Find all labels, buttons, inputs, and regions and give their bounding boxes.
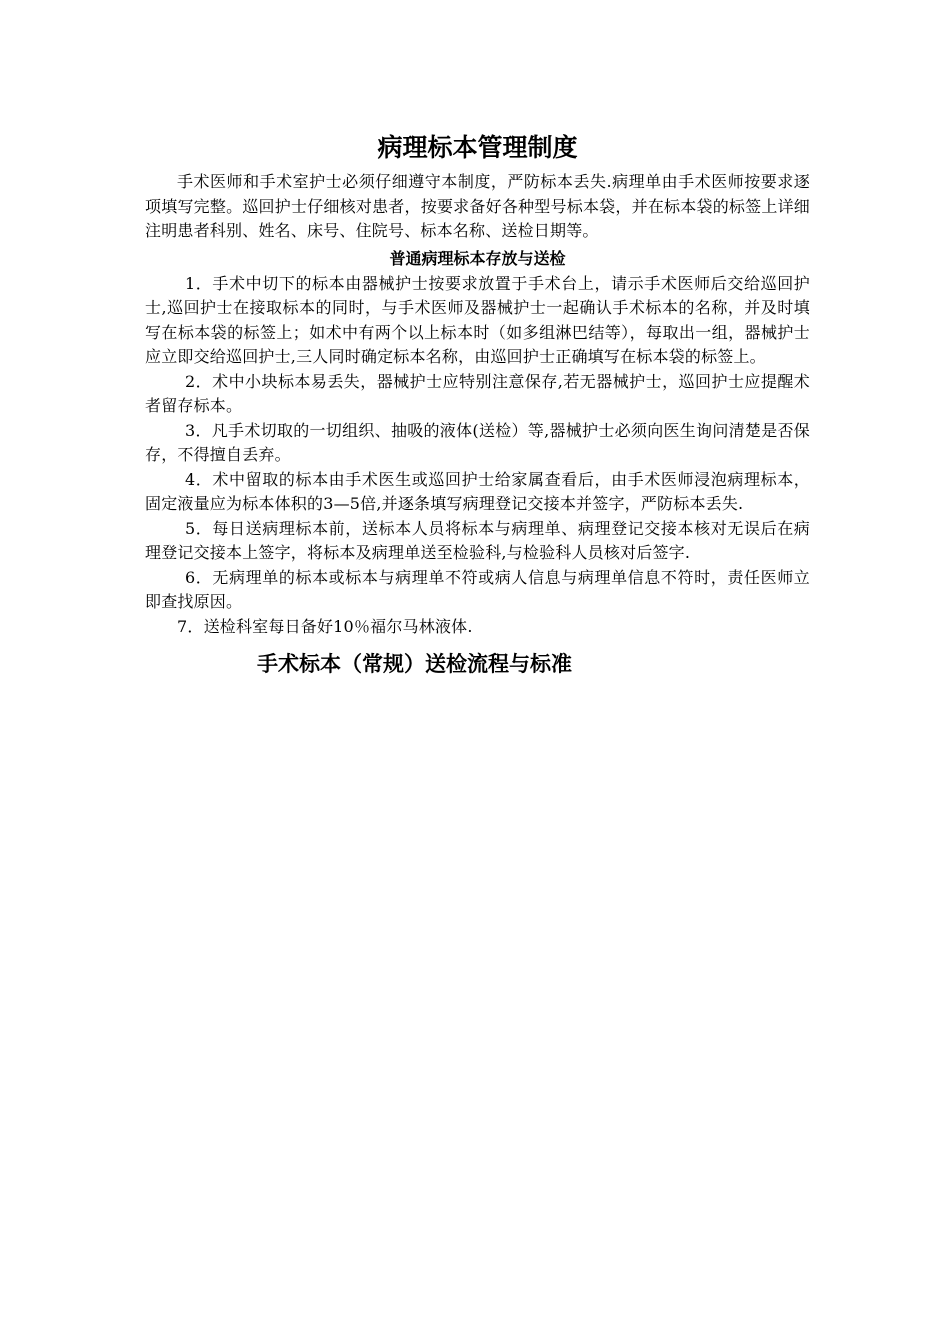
- list-item-7: 7．送检科室每日备好10％福尔马林液体.: [177, 616, 473, 636]
- document-body: [145, 130, 810, 681]
- list-item-1: 1．手术中切下的标本由器械护士按要求放置于手术台上，请示手术医师后交给巡回护士,巡回护士在接取标本的同时，与手术医师及器械护士一起确认手术标本的名称，并及时填写在标本袋的标签上；如术中有两个以上标本时（如多组淋巴结等），每取出一组，器械护士应立即交给巡回护士,三人同时确定标本名称，由巡回护士正确填写在标本袋的标签上。: [145, 273, 810, 366]
- list-item-6: 6．无病理单的标本或标本与病理单不符或病人信息与病理单信息不符时，责任医师立即查找原因。: [145, 567, 810, 611]
- list-item-2: 2．术中小块标本易丢失，器械护士应特别注意保存,若无器械护士，巡回护士应提醒术者留存标本。: [145, 371, 810, 415]
- intro-paragraph: 手术医师和手术室护士必须仔细遵守本制度，严防标本丢失.病理单由手术医师按要求逐项填写完整。巡回护士仔细核对患者，按要求备好各种型号标本袋，并在标本袋的标签上详细注明患者科别、姓名、床号、住院号、标本名称、送检日期等。: [145, 172, 810, 240]
- section-title: 普通病理标本存放与送检: [389, 248, 566, 268]
- second-title: 手术标本（常规）送检流程与标准: [257, 652, 572, 676]
- list-item-4: 4．术中留取的标本由手术医生或巡回护士给家属查看后，由手术医师浸泡病理标本，固定液量应为标本体积的3—5倍,并逐条填写病理登记交接本并签字，严防标本丢失.: [145, 469, 810, 513]
- list-item-3: 3．凡手术切取的一切组织、抽吸的液体(送检）等,器械护士必须向医生询问清楚是否保存，不得擅自丢弃。: [145, 420, 810, 464]
- document-title: 病理标本管理制度: [377, 133, 578, 162]
- list-item-5: 5．每日送病理标本前，送标本人员将标本与病理单、病理登记交接本核对无误后在病理登记交接本上签字，将标本及病理单送至检验科,与检验科人员核对后签字.: [145, 518, 810, 562]
